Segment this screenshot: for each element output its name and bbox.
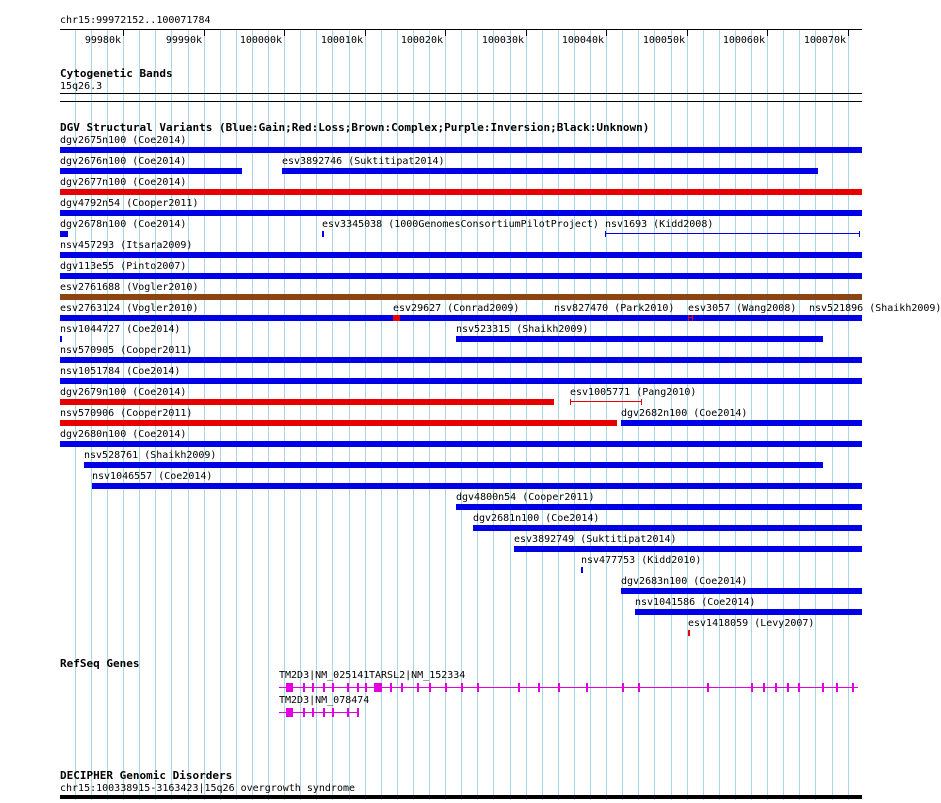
gene-exon[interactable] <box>787 683 789 692</box>
gene-exon[interactable] <box>332 683 334 692</box>
ruler-tick <box>526 29 527 36</box>
ruler-axis <box>60 29 862 30</box>
dgv-feature-label[interactable]: nsv827470 (Park2010) <box>554 303 675 314</box>
gene-exon[interactable] <box>518 683 520 692</box>
gene-exon[interactable] <box>312 683 314 692</box>
gene-exon[interactable] <box>417 683 419 692</box>
dgv-feature-label[interactable]: dgv2677n100 (Coe2014) <box>60 177 187 188</box>
dgv-feature-end-cap <box>641 399 642 405</box>
grid-line <box>220 30 221 800</box>
dgv-feature-bar[interactable] <box>60 357 862 363</box>
dgv-feature-bar[interactable] <box>84 462 823 468</box>
dgv-feature-end-cap <box>570 399 571 405</box>
ruler-tick-label: 100070k <box>803 35 846 46</box>
dgv-feature-label[interactable]: esv2761688 (Vogler2010) <box>60 282 199 293</box>
grid-line <box>204 30 205 800</box>
grid-line <box>349 30 350 800</box>
dgv-feature-label[interactable]: dgv4792n54 (Cooper2011) <box>60 198 199 209</box>
gene-exon[interactable] <box>461 683 463 692</box>
dgv-feature-label[interactable]: dgv2681n100 (Coe2014) <box>473 513 600 524</box>
dgv-feature-bar[interactable] <box>60 378 862 384</box>
gene-exon[interactable] <box>429 683 431 692</box>
gene-exon[interactable] <box>822 683 824 692</box>
dgv-feature-end-cap <box>605 231 606 237</box>
dgv-feature-bar[interactable] <box>60 210 862 216</box>
dgv-feature-label[interactable]: nsv523315 (Shaikh2009) <box>456 324 589 335</box>
dgv-feature-bar[interactable] <box>809 315 862 321</box>
gene-label[interactable]: TARSL2|NM_152334 <box>369 670 466 681</box>
dgv-feature-label[interactable]: esv3892746 (Suktitipat2014) <box>282 156 445 167</box>
gene-exon[interactable] <box>638 683 640 692</box>
gene-exon[interactable] <box>445 683 447 692</box>
dgv-feature-bar[interactable] <box>621 588 862 594</box>
grid-line <box>783 30 784 800</box>
dgv-feature-bar[interactable] <box>60 147 862 153</box>
dgv-feature-label[interactable]: esv3892749 (Suktitipat2014) <box>514 534 677 545</box>
gene-intron-line[interactable] <box>369 687 858 688</box>
gene-exon[interactable] <box>477 683 479 692</box>
dgv-feature-label[interactable]: esv3345038 (1000GenomesConsortiumPilotProject) <box>322 219 599 230</box>
dgv-feature-bar[interactable] <box>605 231 860 237</box>
dgv-feature-bar[interactable] <box>554 315 621 321</box>
gene-exon[interactable] <box>852 683 854 692</box>
dgv-feature-bar[interactable] <box>473 525 862 531</box>
dgv-feature-label[interactable]: nsv457293 (Itsara2009) <box>60 240 193 251</box>
dgv-feature-end-cap <box>692 315 693 321</box>
dgv-feature-bar[interactable] <box>60 399 554 405</box>
ruler-tick-label: 99990k <box>165 35 202 46</box>
grid-line <box>832 30 833 800</box>
dgv-feature-label[interactable]: dgv2678n100 (Coe2014) <box>60 219 187 230</box>
dgv-feature-line <box>570 401 642 402</box>
decipher-track-title: DECIPHER Genomic Disorders <box>60 769 233 782</box>
dgv-feature-label[interactable]: nsv1051784 (Coe2014) <box>60 366 181 377</box>
grid-line <box>574 30 575 800</box>
ruler-tick <box>204 29 205 36</box>
dgv-feature-label[interactable]: dgv2683n100 (Coe2014) <box>621 576 748 587</box>
cytoband-top-line <box>60 93 862 94</box>
dgv-feature-label[interactable]: nsv570906 (Cooper2011) <box>60 408 193 419</box>
gene-exon[interactable] <box>357 683 359 692</box>
grid-line <box>606 30 607 800</box>
grid-line <box>815 30 816 800</box>
grid-line <box>542 30 543 800</box>
dgv-feature-label[interactable]: dgv2676n100 (Coe2014) <box>60 156 187 167</box>
dgv-feature-end-cap <box>688 315 689 321</box>
dgv-feature-bar[interactable] <box>581 567 583 573</box>
gene-exon[interactable] <box>707 683 709 692</box>
dgv-feature-bar[interactable] <box>456 504 862 510</box>
dgv-feature-bar[interactable] <box>60 441 862 447</box>
dgv-feature-bar[interactable] <box>570 399 642 405</box>
dgv-feature-bar[interactable] <box>60 273 862 279</box>
cytoband-bottom-line <box>60 101 862 102</box>
dgv-feature-label[interactable]: dgv2679n100 (Coe2014) <box>60 387 187 398</box>
gene-exon[interactable] <box>836 683 838 692</box>
dgv-feature-bar[interactable] <box>60 168 242 174</box>
gene-exon[interactable] <box>798 683 800 692</box>
dgv-feature-bar[interactable] <box>60 189 862 195</box>
grid-line <box>767 30 768 800</box>
dgv-feature-label[interactable]: nsv521896 (Shaikh2009) <box>809 303 941 314</box>
gene-exon[interactable] <box>622 683 624 692</box>
gene-exon[interactable] <box>286 708 293 717</box>
dgv-feature-label[interactable]: esv1005771 (Pang2010) <box>570 387 697 398</box>
ruler-tick-label: 99980k <box>84 35 121 46</box>
grid-line <box>493 30 494 800</box>
grid-line <box>526 30 527 800</box>
gene-exon[interactable] <box>401 683 403 692</box>
ruler-tick <box>848 29 849 36</box>
ruler-tick-label: 100020k <box>400 35 443 46</box>
gene-exon[interactable] <box>775 683 777 692</box>
ruler-tick-label: 100040k <box>561 35 604 46</box>
dgv-feature-label[interactable]: nsv1046557 (Coe2014) <box>92 471 213 482</box>
dgv-feature-bar[interactable] <box>635 609 862 615</box>
dgv-feature-bar[interactable] <box>60 252 862 258</box>
gene-exon[interactable] <box>763 683 765 692</box>
grid-line <box>284 30 285 800</box>
cytoband-label: 15q26.3 <box>60 81 103 92</box>
grid-line <box>316 30 317 800</box>
grid-line <box>413 30 414 800</box>
ruler-tick <box>284 29 285 36</box>
gene-exon[interactable] <box>303 683 305 692</box>
gene-exon[interactable] <box>323 708 325 717</box>
gene-exon[interactable] <box>303 708 305 717</box>
gene-exon[interactable] <box>312 708 314 717</box>
dgv-feature-end-cap <box>859 231 860 237</box>
ruler-tick <box>606 29 607 36</box>
grid-line <box>848 30 849 800</box>
dgv-feature-bar[interactable] <box>621 420 862 426</box>
dgv-feature-label[interactable]: dgv4800n54 (Cooper2011) <box>456 492 595 503</box>
dgv-feature-bar[interactable] <box>60 231 68 237</box>
dgv-feature-label[interactable]: esv1418059 (Levy2007) <box>688 618 815 629</box>
gene-exon[interactable] <box>538 683 540 692</box>
dgv-feature-bar[interactable] <box>60 294 862 300</box>
dgv-feature-bar[interactable] <box>688 315 693 321</box>
dgv-feature-label[interactable]: nsv570905 (Cooper2011) <box>60 345 193 356</box>
dgv-feature-line <box>605 233 860 234</box>
dgv-feature-bar[interactable] <box>60 420 617 426</box>
gene-exon[interactable] <box>586 683 588 692</box>
region-label: chr15:99972152..100071784 <box>60 15 211 26</box>
grid-line <box>590 30 591 800</box>
gene-exon[interactable] <box>286 683 293 692</box>
cytogenetic-bands-title: Cytogenetic Bands <box>60 67 173 80</box>
dgv-feature-label[interactable]: dgv2682n100 (Coe2014) <box>621 408 748 419</box>
ruler-tick <box>445 29 446 36</box>
dgv-feature-label[interactable]: nsv1044727 (Coe2014) <box>60 324 181 335</box>
dgv-feature-bar[interactable] <box>60 336 62 342</box>
dgv-feature-bar[interactable] <box>688 630 690 636</box>
gene-label[interactable]: TM2D3|NM_025141 <box>279 670 370 681</box>
dgv-feature-label[interactable]: esv2763124 (Vogler2010) <box>60 303 199 314</box>
grid-line <box>300 30 301 800</box>
ruler-tick <box>365 29 366 36</box>
dgv-feature-label[interactable]: esv3057 (Wang2008) <box>688 303 797 314</box>
grid-line <box>252 30 253 800</box>
dgv-feature-label[interactable]: nsv477753 (Kidd2010) <box>581 555 702 566</box>
dgv-feature-label[interactable]: esv29627 (Conrad2009) <box>393 303 520 314</box>
gene-exon[interactable] <box>751 683 753 692</box>
dgv-feature-bar[interactable] <box>282 168 818 174</box>
gene-exon[interactable] <box>365 683 367 692</box>
grid-line <box>236 30 237 800</box>
decipher-entry-label[interactable]: chr15:100338915-3163423|15q26 overgrowth syndrome <box>60 783 356 794</box>
ruler-tick <box>123 29 124 36</box>
gene-exon[interactable] <box>347 683 349 692</box>
grid-line <box>397 30 398 800</box>
gene-exon[interactable] <box>323 683 325 692</box>
ruler-tick-label: 100010k <box>320 35 363 46</box>
gene-exon[interactable] <box>390 683 392 692</box>
dgv-feature-bar[interactable] <box>393 315 400 321</box>
gene-exon[interactable] <box>558 683 560 692</box>
dgv-feature-label[interactable]: nsv1041586 (Coe2014) <box>635 597 756 608</box>
ruler-tick-label: 100000k <box>239 35 282 46</box>
grid-line <box>510 30 511 800</box>
ruler-tick-label: 100060k <box>722 35 765 46</box>
dgv-feature-label[interactable]: dgv2680n100 (Coe2014) <box>60 429 187 440</box>
refseq-track-title: RefSeq Genes <box>60 657 140 670</box>
dgv-feature-label[interactable]: nsv1693 (Kidd2008) <box>605 219 714 230</box>
dgv-feature-label[interactable]: nsv528761 (Shaikh2009) <box>84 450 217 461</box>
dgv-track-title: DGV Structural Variants (Blue:Gain;Red:Loss;Brown:Complex;Purple:Inversion;Black:Unknown) <box>60 121 650 134</box>
gene-exon[interactable] <box>347 708 349 717</box>
ruler-tick-label: 100050k <box>642 35 685 46</box>
dgv-feature-bar[interactable] <box>514 546 862 552</box>
dgv-feature-bar[interactable] <box>456 336 823 342</box>
gene-exon[interactable] <box>357 708 359 717</box>
gene-exon[interactable] <box>332 708 334 717</box>
ruler-tick-label: 100030k <box>481 35 524 46</box>
dgv-feature-label[interactable]: dgv113e55 (Pinto2007) <box>60 261 187 272</box>
ruler-tick <box>767 29 768 36</box>
grid-line <box>268 30 269 800</box>
ruler-tick <box>687 29 688 36</box>
gene-label[interactable]: TM2D3|NM_078474 <box>279 695 370 706</box>
dgv-feature-bar[interactable] <box>322 231 324 237</box>
dgv-feature-label[interactable]: dgv2675n100 (Coe2014) <box>60 135 187 146</box>
decipher-feature-bar[interactable] <box>60 795 862 799</box>
dgv-feature-bar[interactable] <box>60 315 862 321</box>
dgv-feature-bar[interactable] <box>92 483 862 489</box>
gene-exon[interactable] <box>374 683 382 692</box>
